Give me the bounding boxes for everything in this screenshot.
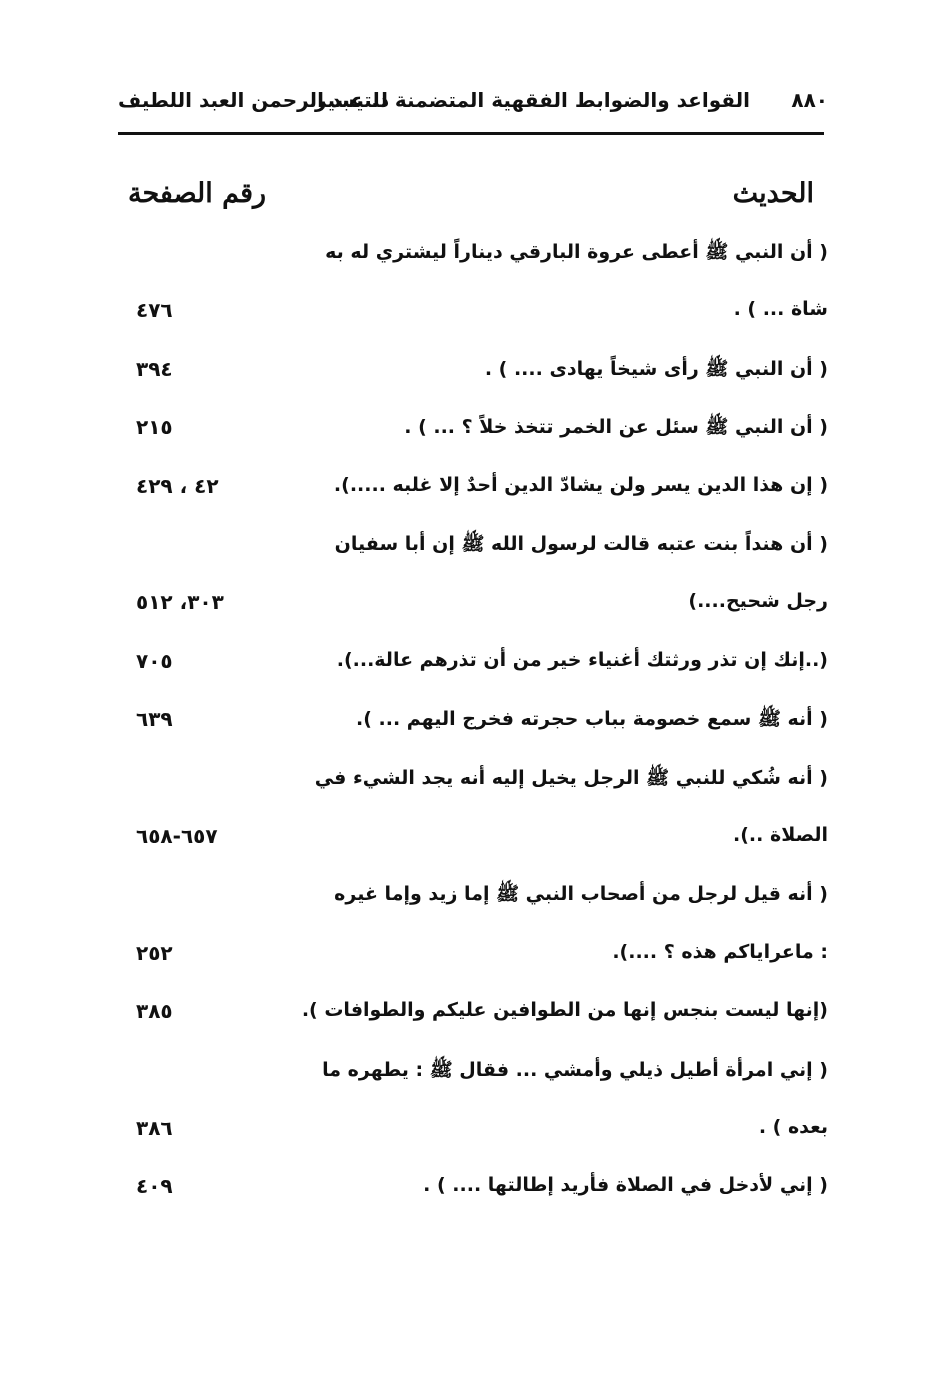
- hadith-text: : ماعراياكم هذه ؟ ....).: [612, 941, 828, 963]
- hadith-text: رجل شحيح....): [688, 590, 828, 612]
- book-title: القواعد والضوابط الفقهية المتضمنة للتيسير: [315, 88, 750, 112]
- hadith-text: ( أن النبي ﷺ رأى شيخاً يهادى .... ) .: [484, 358, 828, 380]
- hadith-text: (..إنك إن تذر ورثتك أغنياء خير من أن تذرهم عالة...).: [336, 649, 828, 671]
- index-entry-line: [118, 240, 828, 280]
- page-reference: ٧٠٥: [136, 649, 173, 673]
- index-entry-line: [118, 882, 828, 922]
- hadith-text: ( أن النبي ﷺ سئل عن الخمر تتخذ خلاً ؟ ... ) .: [404, 416, 828, 438]
- index-entry-line: [118, 824, 828, 864]
- hadith-text: ( أنه قيل لرجل من أصحاب النبي ﷺ إما زيد وإما غيره: [334, 883, 828, 905]
- index-entry-line: [118, 298, 828, 338]
- hadith-text: ( أنه ﷺ سمع خصومة بباب حجرته فخرج اليهم ... ).: [356, 708, 828, 730]
- header-divider: [118, 132, 824, 135]
- page-reference: ٣٨٦: [136, 1116, 173, 1140]
- page-reference: ٤٢ ، ٤٢٩: [136, 474, 219, 498]
- index-entry-line: [118, 590, 828, 630]
- hadith-text: ( أنه شُكي للنبي ﷺ الرجل يخيل إليه أنه يجد الشيء في: [314, 767, 828, 789]
- index-entry-line: [118, 999, 828, 1039]
- page-reference: ٢١٥: [136, 415, 173, 439]
- page-reference: ٣٩٤: [136, 357, 173, 381]
- page-reference: ٦٥٧-٦٥٨: [136, 824, 218, 848]
- index-entry-line: [118, 532, 828, 572]
- running-header: [118, 88, 828, 122]
- hadith-text: ( إني لأدخل في الصلاة فأريد إطالتها .... ) .: [423, 1174, 828, 1196]
- hadith-text: الصلاة ..).: [733, 824, 828, 846]
- index-entry-line: [118, 766, 828, 806]
- index-entry-line: [118, 357, 828, 397]
- author-name: د. عبد الرحمن العبد اللطيف: [118, 88, 390, 112]
- hadith-text: ( أن النبي ﷺ أعطى عروة البارقي ديناراً ليشتري له به: [325, 241, 828, 263]
- hadith-text: ( إني امرأة أطيل ذيلي وأمشي ... فقال ﷺ : يطهره ما: [322, 1059, 828, 1081]
- page-number: ٨٨٠: [791, 88, 828, 112]
- hadith-text: بعده ) .: [758, 1116, 828, 1138]
- index-entry-line: [118, 707, 828, 747]
- column-heading-page-number: رقم الصفحة: [128, 178, 267, 209]
- page-reference: ٤٠٩: [136, 1174, 173, 1198]
- index-entry-line: [118, 941, 828, 981]
- index-entry-line: [118, 1058, 828, 1098]
- index-entry-line: [118, 415, 828, 455]
- page-reference: ٤٧٦: [136, 298, 173, 322]
- index-entry-line: [118, 1174, 828, 1214]
- page-reference: ٢٥٢: [136, 941, 173, 965]
- hadith-text: شاة ... ) .: [733, 298, 828, 320]
- page-reference: ٦٣٩: [136, 707, 173, 731]
- column-heading-hadith: الحديث: [732, 178, 814, 209]
- hadith-text: (إنها ليست بنجس إنها من الطوافين عليكم والطوافات ).: [301, 999, 828, 1021]
- page-reference: ٣٨٥: [136, 999, 173, 1023]
- index-entry-line: [118, 474, 828, 514]
- page-reference: ٣٠٣، ٥١٢: [136, 590, 224, 614]
- index-entry-line: [118, 1116, 828, 1156]
- hadith-text: ( إن هذا الدين يسر ولن يشادّ الدين أحدٌ إلا غلبه .....).: [333, 474, 828, 496]
- index-entry-line: [118, 649, 828, 689]
- hadith-text: ( أن هنداً بنت عتبه قالت لرسول الله ﷺ إن أبا سفيان: [334, 533, 828, 555]
